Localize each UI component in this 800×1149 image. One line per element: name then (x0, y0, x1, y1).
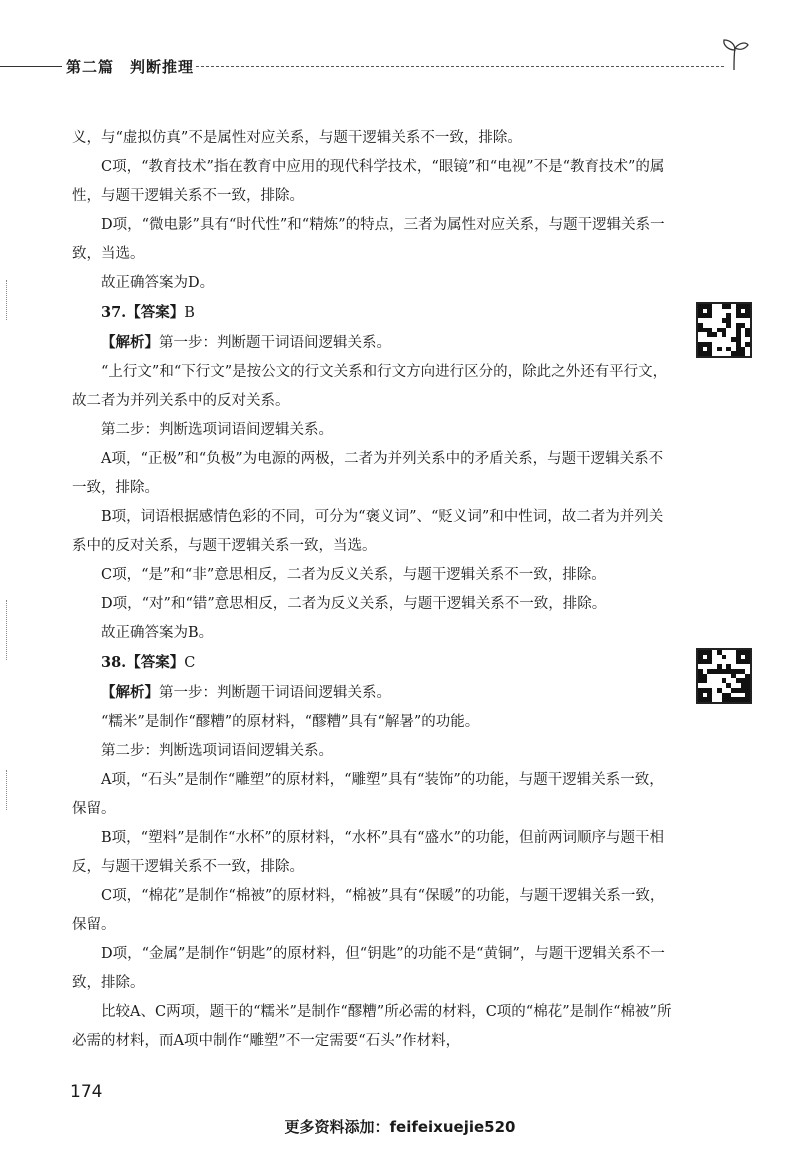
paragraph-tag: 【解析】 (101, 684, 159, 701)
sprout-icon (720, 36, 750, 70)
paragraph-text: “糯米”是制作“醪糟”的原材料，“醪糟”具有“解暑”的功能。 (101, 714, 480, 730)
paragraph-text: B项，“塑料”是制作“水杯”的原材料，“水杯”具有“盛水”的功能，但前两词顺序与题干相反，与题干逻辑关系不一致，排除。 (72, 830, 664, 875)
paragraph (72, 445, 672, 503)
paragraph (72, 503, 672, 561)
paragraph (72, 416, 672, 445)
paragraph (72, 766, 672, 824)
paragraph-text: B (184, 305, 195, 321)
paragraph (72, 882, 672, 940)
margin-mark (6, 280, 9, 320)
paragraph-text: A项，“石头”是制作“雕塑”的原材料，“雕塑”具有“装饰”的功能，与题干逻辑关系一致，保留。 (72, 772, 664, 817)
paragraph (72, 824, 672, 882)
paragraph (72, 619, 672, 648)
paragraph (72, 269, 672, 298)
paragraph (72, 298, 672, 328)
paragraph-text: 第一步：判断题干词语间逻辑关系。 (159, 335, 391, 351)
header-rule-right (196, 66, 724, 67)
paragraph (72, 998, 672, 1056)
paragraph-text: C (184, 655, 196, 671)
paragraph-tag: 【解析】 (101, 334, 159, 351)
paragraph (72, 708, 672, 737)
qr-code-icon[interactable] (696, 648, 752, 704)
paragraph-text: D项，“金属”是制作“钥匙”的原材料，但“钥匙”的功能不是“黄铜”，与题干逻辑关系不一致，排除。 (72, 946, 665, 991)
paragraph (72, 153, 672, 211)
paragraph-text: 第二步：判断选项词语间逻辑关系。 (101, 422, 333, 438)
paragraph (72, 648, 672, 678)
paragraph-text: A项，“正极”和“负极”为电源的两极，二者为并列关系中的矛盾关系，与题干逻辑关系不一致，排除。 (72, 451, 664, 496)
paragraph-tag: 38.【答案】 (101, 654, 185, 671)
paragraph-text: 故正确答案为B。 (101, 625, 214, 641)
page-number: 174 (70, 1082, 103, 1102)
paragraph-text: D项，“对”和“错”意思相反，二者为反义关系，与题干逻辑关系不一致，排除。 (101, 596, 607, 612)
margin-mark (6, 600, 9, 660)
paragraph (72, 678, 672, 708)
page-header (0, 52, 800, 82)
paragraph-text: C项，“教育技术”指在教育中应用的现代科学技术，“眼镜”和“电视”不是“教育技术”的属性，与题干逻辑关系不一致，排除。 (72, 159, 665, 204)
paragraph-text: “上行文”和“下行文”是按公文的行文关系和行文方向进行区分的，除此之外还有平行文，故二者为并列关系中的反对关系。 (72, 364, 668, 409)
paragraph-text: D项，“微电影”具有“时代性”和“精炼”的特点，三者为属性对应关系，与题干逻辑关系一致，当选。 (72, 217, 665, 262)
paragraph (72, 590, 672, 619)
qr-code-icon[interactable] (696, 302, 752, 358)
margin-mark (6, 770, 9, 810)
paragraph (72, 561, 672, 590)
paragraph (72, 358, 672, 416)
paragraph-text: 比较A、C两项，题干的“糯米”是制作“醪糟”所必需的材料，C项的“棉花”是制作“棉被”所必需的材料，而A项中制作“雕塑”不一定需要“石头”作材料， (72, 1004, 672, 1049)
paragraph-text: C项，“是”和“非”意思相反，二者为反义关系，与题干逻辑关系不一致，排除。 (101, 567, 606, 583)
paragraph-text: C项，“棉花”是制作“棉被”的原材料，“棉被”具有“保暖”的功能，与题干逻辑关系一致，保留。 (72, 888, 665, 933)
paragraph-text: 故正确答案为D。 (101, 275, 215, 291)
footer-note: 更多资料添加：feifeixuejie520 (284, 1118, 516, 1136)
section-title: 第二篇 判断推理 (66, 58, 195, 76)
paragraph-tag: 37.【答案】 (101, 304, 185, 321)
paragraph-text: 第二步：判断选项词语间逻辑关系。 (101, 743, 333, 759)
paragraph-text: 义，与“虚拟仿真”不是属性对应关系，与题干逻辑关系不一致，排除。 (72, 130, 522, 146)
paragraph (72, 737, 672, 766)
body-text (72, 124, 672, 1056)
paragraph (72, 211, 672, 269)
paragraph-text: 第一步：判断题干词语间逻辑关系。 (159, 685, 391, 701)
paragraph (72, 940, 672, 998)
paragraph (72, 124, 672, 153)
paragraph-text: B项，词语根据感情色彩的不同，可分为“褒义词”、“贬义词”和中性词，故二者为并列关系中的反对关系，与题干逻辑关系一致，当选。 (72, 509, 664, 554)
paragraph (72, 328, 672, 358)
header-rule-left (0, 66, 62, 67)
